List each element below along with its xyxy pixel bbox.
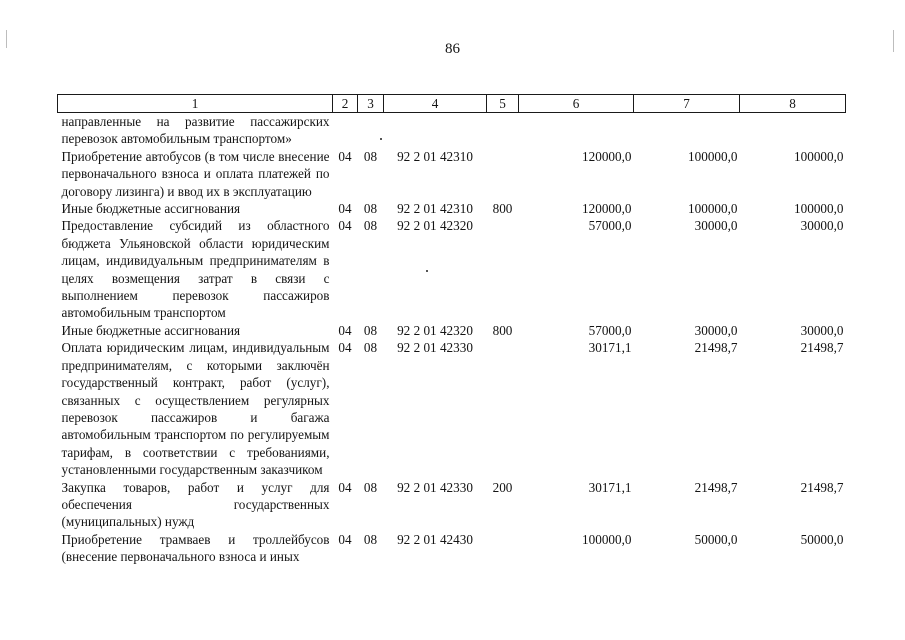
row-name: Оплата юридическим лицам, индивидуальным предпринимателям, с которыми заключён государственный контракт, работ (услуг), связанных с осуществлением регулярных перевозок пассажиров и багажа автомобильным транспортом по регулируемым тарифам, в соответствии с требованиями, установленными государственным заказчиком [61, 340, 330, 478]
row-target-code: 92 2 01 42330 [397, 479, 473, 495]
row-name: направленные на развитие пассажирских перевозок автомобильным транспортом» [61, 114, 330, 147]
row-section: 04 [338, 201, 352, 217]
scan-mark [893, 30, 894, 52]
row-target-code: 92 2 01 42310 [397, 201, 473, 217]
row-target-code [384, 113, 487, 148]
row-value-6: 30171,1 [588, 479, 632, 495]
row-expense-type: 800 [492, 322, 513, 338]
row-value-6: 100000,0 [582, 531, 632, 547]
row-target-code: 92 2 01 42330 [397, 340, 473, 356]
header-row [58, 95, 846, 113]
row-name: Приобретение автобусов (в том числе внесение первоначального взноса и оплата платежей по договору лизинга) и ввод их в эксплуатацию [61, 148, 330, 199]
table-row [58, 322, 846, 339]
row-subsection: 08 [363, 340, 378, 356]
row-value-7: 50000,0 [694, 531, 738, 547]
row-value-8: 21498,7 [800, 340, 844, 356]
row-name: Приобретение трамваев и троллейбусов (внесение первоначального взноса и иных [61, 531, 330, 565]
row-value-7: 21498,7 [694, 479, 738, 495]
table-row [58, 217, 846, 321]
row-section: 04 [338, 479, 352, 495]
column-header-7: 7 [634, 95, 740, 113]
row-value-7 [634, 113, 740, 148]
row-section [333, 113, 358, 148]
table-header [58, 95, 846, 113]
budget-table [57, 94, 846, 566]
table-row [58, 113, 846, 148]
row-value-8 [740, 113, 846, 148]
table-body [58, 113, 846, 566]
row-subsection: 08 [363, 148, 378, 164]
row-section: 04 [338, 322, 352, 338]
column-header-6: 6 [519, 95, 634, 113]
row-value-6 [519, 113, 634, 148]
column-header-3: 3 [358, 95, 384, 113]
row-expense-type [487, 217, 519, 321]
row-name: Иные бюджетные ассигнования [61, 201, 241, 217]
row-section: 04 [338, 531, 352, 547]
row-target-code: 92 2 01 42430 [397, 531, 473, 547]
row-value-6: 120000,0 [582, 201, 632, 217]
row-section: 04 [338, 218, 352, 234]
row-target-code: 92 2 01 42310 [397, 148, 473, 164]
row-value-7: 100000,0 [688, 201, 738, 217]
row-expense-type: 200 [492, 479, 513, 495]
scan-mark [426, 270, 428, 272]
scan-mark [380, 138, 382, 140]
row-expense-type [487, 113, 519, 148]
row-value-7: 30000,0 [694, 218, 738, 234]
table-row [58, 148, 846, 200]
row-expense-type [487, 531, 519, 566]
row-expense-type [487, 339, 519, 478]
row-subsection: 08 [363, 531, 378, 547]
row-value-7: 100000,0 [688, 148, 738, 164]
row-expense-type: 800 [492, 201, 513, 217]
column-header-2: 2 [333, 95, 358, 113]
table-row [58, 339, 846, 478]
row-section: 04 [338, 148, 352, 164]
row-name: Закупка товаров, работ и услуг для обеспечения государственных (муниципальных) нужд [61, 479, 330, 530]
row-value-8: 50000,0 [800, 531, 844, 547]
row-subsection: 08 [363, 201, 378, 217]
row-subsection: 08 [363, 218, 378, 234]
row-name: Иные бюджетные ассигнования [61, 322, 241, 338]
row-section: 04 [338, 340, 352, 356]
row-value-6: 120000,0 [582, 148, 632, 164]
row-name: Предоставление субсидий из областного бюджета Ульяновской области юридическим лицам, индивидуальным предпринимателям в целях возмещения затрат в связи с выполнением перевозок пассажиров автомобильным транспортом [61, 218, 330, 321]
row-target-code: 92 2 01 42320 [397, 322, 473, 338]
row-value-6: 57000,0 [588, 322, 632, 338]
row-subsection [358, 113, 384, 148]
scan-mark [6, 30, 7, 48]
row-value-6: 57000,0 [588, 218, 632, 234]
row-target-code: 92 2 01 42320 [397, 218, 473, 234]
column-header-5: 5 [487, 95, 519, 113]
row-value-7: 21498,7 [694, 340, 738, 356]
row-value-8: 30000,0 [800, 322, 844, 338]
row-subsection: 08 [363, 479, 378, 495]
row-value-6: 30171,1 [588, 340, 632, 356]
table-row [58, 479, 846, 531]
row-value-8: 100000,0 [794, 148, 844, 164]
row-value-8: 30000,0 [800, 218, 844, 234]
table-row [58, 200, 846, 217]
column-header-4: 4 [384, 95, 487, 113]
row-subsection: 08 [363, 322, 378, 338]
column-header-8: 8 [740, 95, 846, 113]
page-number: 86 [445, 41, 460, 57]
row-value-8: 21498,7 [800, 479, 844, 495]
row-value-8: 100000,0 [794, 201, 844, 217]
row-value-7: 30000,0 [694, 322, 738, 338]
column-header-1: 1 [58, 95, 333, 113]
row-expense-type [487, 148, 519, 200]
table-row [58, 531, 846, 566]
